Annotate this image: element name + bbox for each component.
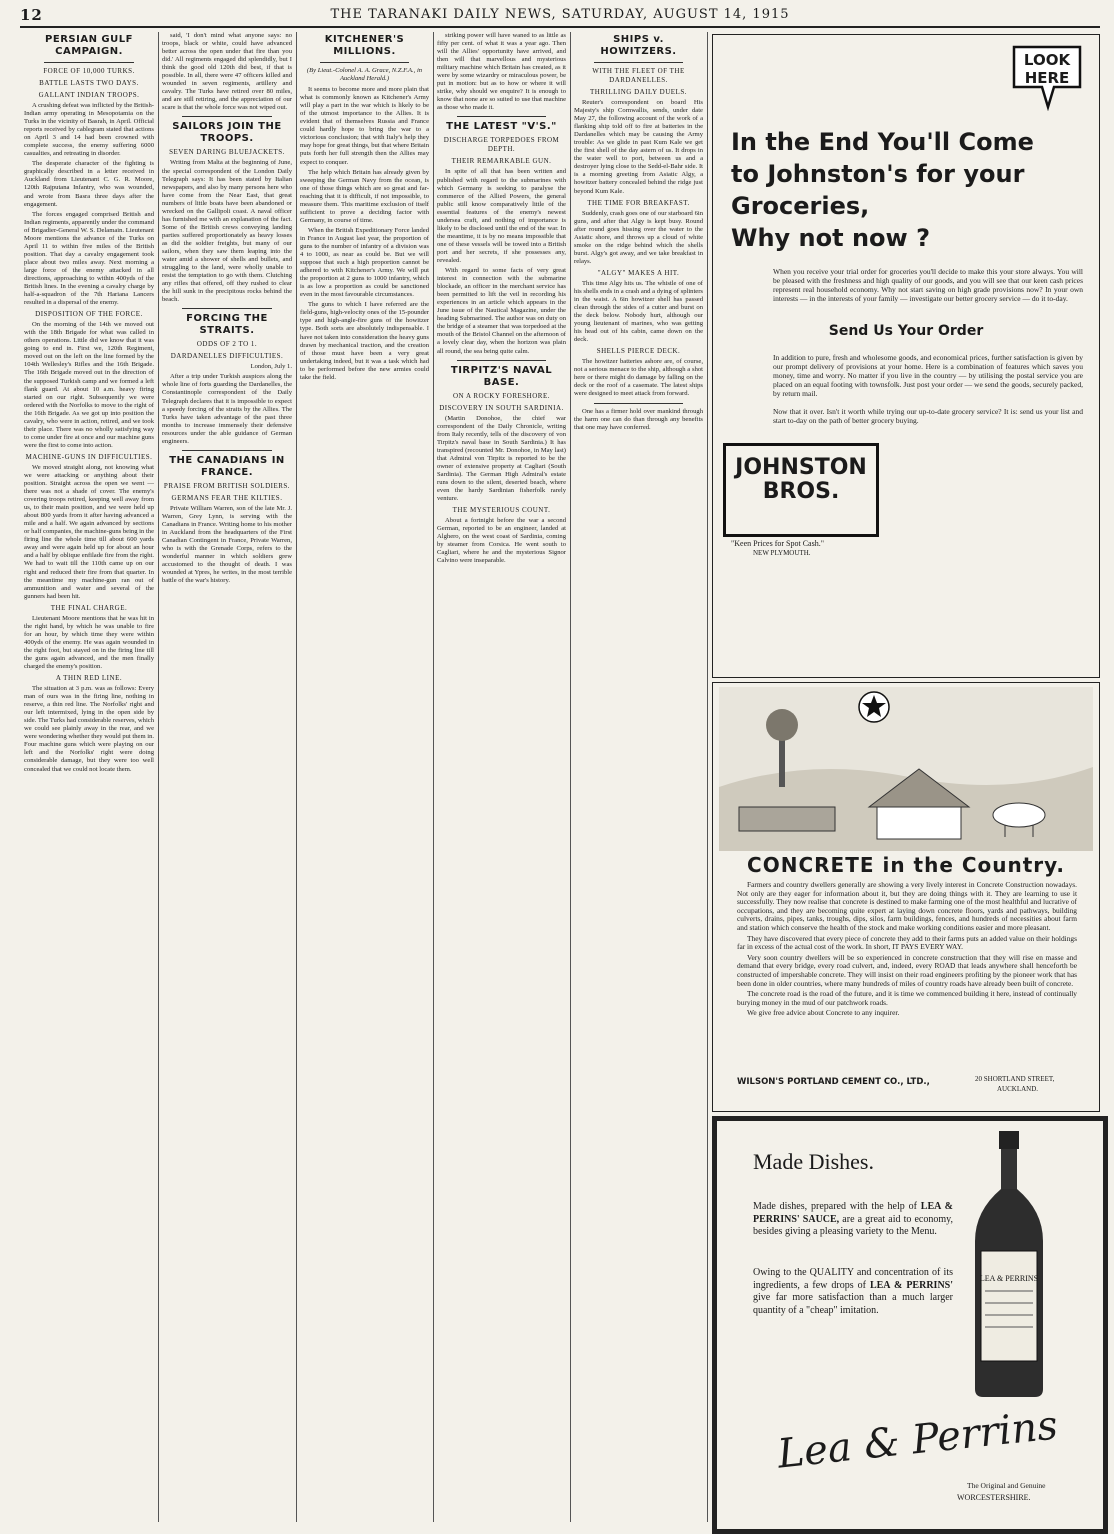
concrete-paragraph: We give free advice about Concrete to any inquirer. [747, 1008, 900, 1018]
trough [739, 807, 835, 831]
article-paragraph: Writing from Malta at the beginning of June, the special correspondent of the London Daily Telegraph says: It has been stated by Italian newspapers, and also by many persons here who have come from the Near East, that great numbers of little boats have been abandoned or wrecked on the Gallipoli coast. A naval officer has furnished me with an explanation of the fact. Some of the British crews conveying landing parties suffered proportionately as heavy losses as did the soldier freights, but many of our sailors, when they saw them leaping into the water amid a shower of shells and bullets, and struggling to the land, were wholly unable to resist the temptation to go with them. Clutching any rifles that offered, off they rushed to clear the hill sunk in the precipitous rocks behind the beach. [162, 159, 292, 304]
article-paragraph: On the morning of the 14th we moved out with the 18th Brigade for what was called in others operations. Little did we know that it was going to end in. First we, 120th Regiment, moved out on the left on the line formed by the 104th Wellesley's Rifles and the 16th Brigade. The 16th Brigade moved out in the direction of the supposed Turkish camp and we formed a left flank guard. At about 10 a.m. heavy firing started on our right. Subsequently we were ordered with the Norfolks to move to the right of the 16th Brigade. As we got up into position the cavalry, who were in action, retired, and we took their place. There was no wholly satisfying way to come under fire at once and our machine guns were the first to come into action. [24, 321, 154, 449]
subhead: GALLANT INDIAN TROOPS. [38, 91, 140, 99]
divider [457, 116, 546, 117]
ad-paragraph: Now that it over. Isn't it worth while trying our up-to-date grocery service? It is: send us your list and start to-day on the path of better grocery buying. [773, 407, 1083, 425]
headline-forcing-straits: FORCING THE STRAITS. [186, 313, 268, 337]
divider [182, 308, 272, 309]
headline-ships-howitzers: SHIPS v. HOWITZERS. [600, 34, 677, 57]
cow [993, 803, 1045, 827]
concrete-paragraph: Very soon country dwellers will be so experienced in concrete construction that they will rise en masse and demand that every bridge, every road culvert, and, indeed, every ROAD that leads anywhere shall henceforth be constructed of impershable concrete. They will insist on their road engineers profiting by the pioneer work that has been done in older countries, where many hundreds of miles of country roads have already been built of concrete. [737, 952, 1077, 988]
headline-latest-vs: THE LATEST "V'S." [446, 121, 557, 133]
subhead: MACHINE-GUNS IN DIFFICULTIES. [25, 452, 153, 461]
brand-name: LEA & PERRINS' SAUCE, [753, 1201, 953, 1225]
article-paragraph: Reuter's correspondent on board His Majesty's ship Cornwallis, sends, under date May 27, the following account of the work of a flanking ship told off to fire at batteries in the Dardanelles which may be causing the Army trouble: As we glide in past Kum Kale we get the first shell of the day astern of us. It drops in the water well to port, between us and a destroyer lying close to the Sedd-el-Bahr side. It is a morning greeting from Asiatic Algy, a howitzer battery concealed behind the ridge just beyond Kum Kale. [574, 99, 703, 195]
headline-tirpitz: TIRPITZ'S NAVAL BASE. [450, 364, 553, 388]
subhead: PRAISE FROM BRITISH SOLDIERS. [163, 481, 291, 490]
byline: (By Lieut.-Colonel A. A. Grace, N.Z.F.A., in Auckland Herald.) [306, 67, 423, 83]
lea-paragraph-2 [753, 1267, 953, 1317]
look-here-badge [1008, 43, 1086, 111]
firm-address-2: AUCKLAND. [997, 1085, 1039, 1093]
article-paragraph: The guns to which I have referred are the field-guns, high-velocity ones of the 15-pounder type and high-angle-fire guns of the howitzer type. Both sorts are absolutely indispensable. I have not taken into consideration the heavy guns drawn by mechanical traction, and the creation of those must have been a very great undertaking indeed, but it was a task which had to be performed before the new armies could take the field. [300, 301, 429, 381]
article-paragraph: The howitzer batteries ashore are, of course, not a serious menace to the ship, although a shot here or there might do damage by falling on the deck or the roof of a casemate. The latest ships were designed to meet attack from forward. [574, 358, 703, 398]
subhead: DISCHARGE TORPEDOES FROM DEPTH. [443, 136, 560, 154]
firm-address-1: 20 SHORTLAND STREET, [975, 1075, 1055, 1083]
column-rule [707, 32, 708, 1522]
made-dishes-title: Made Dishes. [753, 1149, 874, 1174]
newspaper-title: THE TARANAKI DAILY NEWS, SATURDAY, AUGUST 14, 1915 [330, 7, 790, 22]
lea-text: Made dishes, prepared with the help of [753, 1201, 921, 1212]
concrete-body [737, 881, 1077, 1020]
subhead: THE FINAL CHARGE. [50, 603, 128, 612]
article-paragraph: The forces engaged comprised British and Indian regiments, apparently under the command of Brigadier-General W. S. Delamain. Lieutenant Moore mentions the advance of the Turks on April 11 to within five miles of the British position. That day a cavalry engagement took place about two miles away. Next morning a large force of the enemy attacked in all directions, approaching to within 400yds of the British lines. In the evening a cavalry charge by half-a-squadron of the 7th Hariana Lancers resulted in a dispersal of the enemy. [24, 210, 154, 307]
badge-here: HERE [1024, 69, 1070, 87]
article-paragraph: It seems to become more and more plain that what is commonly known as Kitchener's Army will play a part in the war which is likely to be of the utmost importance to the Allies. It is evident that of themselves Russia and France could hardly hope to bring the war to a victorious conclusion; that with Italy's help they may hope for great things, but that where Britain puts forth her full strength then the Allies may expect to conquer. [300, 86, 429, 166]
slogan: "Keen Prices for Spot Cash." [731, 539, 824, 548]
article-paragraph: (Martin Donohoe, the chief war correspondent of the Daily Chronicle, writing from Italy recently, tells of the discovery of von Tirpitz's naval base in South Sardinia.) It has transpired (recounted Mr. Donohoe, in May last) that Admiral von Tirpitz is reported to be the owner of extensive property at Cagliari (South Sardinia). The German High Admiral's estate runs down to the silent, deserted beach, where even the hardy Sardinian fisherfolk rarely venture. [437, 414, 566, 503]
subhead: SHELLS PIERCE DECK. [596, 347, 681, 356]
dateline: London, July 1. [250, 363, 292, 371]
subhead: THE MYSTERIOUS COUNT. [452, 506, 551, 515]
subhead: DISPOSITION OF THE FORCE. [35, 310, 143, 319]
article-paragraph: With regard to some facts of very great interest in connection with the submarine blockade, an officer in the merchant service has been permitted to lift the veil in recording his experiences in an article which appears in the June issue of the Nautical Magazine, under the heading Submarined. The author was on duty on the bridge of a steamer that was torpedoed at the mouth of the Bristol Channel on the afternoon of a lovely clear day, when the horizon was plain all round, the sea being quite calm. [437, 267, 566, 355]
subhead: WITH THE FLEET OF THE DARDANELLES. [592, 67, 685, 84]
column-rule [570, 32, 571, 1522]
ad-headline-line-3: Groceries, [731, 192, 870, 220]
headline-sailors: SAILORS JOIN THE TROOPS. [172, 121, 282, 145]
article-paragraph: The desperate character of the fighting is graphically described in a letter received in Auckland from Lieutenant C. G. R. Moore, 120th Rajputana Infantry, who was wounded, and wrote from Basra three days after the engagement. [24, 160, 154, 208]
article-paragraph: After a trip under Turkish auspices along the whole line of forts guarding the Dardanelles, the Constantinople correspondent of the Daily Telegraph declares that it is impossible to expect a speedy forcing of the straits by the Allies. The Turks have taken advantage of the past three months to increase immensely their defensive resources under the able guidance of German engineers. [162, 373, 292, 445]
subhead: GERMANS FEAR THE KILTIES. [171, 493, 283, 502]
lea-footer-1: The Original and Genuine [967, 1481, 1046, 1490]
send-order-heading: Send Us Your Order [828, 323, 984, 339]
lea-footer-2: WORCESTERSHIRE. [957, 1493, 1031, 1502]
ad-concrete [712, 682, 1100, 1112]
subhead: BATTLE LASTS TWO DAYS. [39, 79, 139, 87]
johnston-logo [723, 443, 879, 537]
divider [44, 62, 134, 63]
logo-line-2: BROS. [762, 479, 840, 504]
ad-paragraph: When you receive your trial order for groceries you'll decide to make this your store always. You will be pleased with the freshness and high quality of our goods, and you will see that our keen cash prices represent real household economy. Why not start saving on high grade provisions now? In your own interests — in the interests of your family — investigate our better grocery service — do it to-day. [773, 267, 1083, 303]
ad-paragraph: In addition to pure, fresh and wholesome goods, and economical prices, further satisfaction is given by our prompt delivery of provisions at your home. Here is a combination of features which saves you money, time and worry. No matter if you live in the country — by utilising the postal service you are placed on an equal footing with townsfolk. Just post your order — we send the goods, securely packed, by return mail. [773, 353, 1083, 398]
subhead: FORCE OF 10,000 TURKS. [43, 67, 135, 75]
article-paragraph: Private William Warren, son of the late Mr. J. Warren, Grey Lynn, is serving with the Canadians in France. Writing home to his mother in Auckland from the headquarters of the First Canadian Contingent in France, Private Warren, who is with the Grenade Corps, refers to the wonderful manner in which soldiers grew accustomed to the thought of death. I was wounded at Ypres, he writes, in the most terrible battle of the war's history. [162, 504, 292, 585]
article-paragraph: The situation at 3 p.m. was as follows: Every man of ours was in the firing line, nothing in reserve, a thin red line. The Norfolks' right and our left intermixed, lying in the open side by side. The Turks had considerable reserves, which we could see plainly away in the rear, and we were wondering whether they would put them in. Four machine guns which were playing on our left and the Norfolks' right were doing considerable damage, but they were too well concealed that we could not locate them. [24, 685, 154, 773]
headline-kitcheners-millions: KITCHENER'S MILLIONS. [324, 34, 405, 57]
concrete-paragraph: They have discovered that every piece of concrete they add to their farms puts an added value on their holdings far in excess of the actual cost of the work. In short, IT PAYS EVERY WAY. [737, 933, 1077, 952]
article-paragraph: Lieutenant Moore mentions that he was hit in the right hand, by which he was unable to fire for an hour, by which time they were within 400yds of the enemy. He was again wounded in the right foot, but stayed on in the firing line till the guns again advanced, and the men finally charged the enemy's position. [24, 614, 154, 670]
column-4 [437, 32, 566, 1522]
column-5 [574, 32, 703, 1522]
ad-headline-line-1: In the End You'll Come [731, 128, 1034, 156]
lea-paragraph-1 [753, 1201, 953, 1239]
lea-text: give far more satisfaction than a much larger quantity of a "cheap" imitation. [753, 1292, 953, 1316]
article-paragraph: This time Algy hits us. The whistle of one of his shells ends in a crash and a dying of splinters in the waist. A 6in howitzer shell has passed clean through the sides of a cutter and burst on the deck below. Nobody hurt, although our young lieutenant of marines, who was getting his head out of his cabin, came down on the deck. [574, 279, 703, 344]
ad-headline-line-4: Why not now ? [731, 224, 930, 252]
headline-persian-gulf: PERSIAN GULF CAMPAIGN. [45, 34, 133, 57]
article-paragraph: The help which Britain has already given by sweeping the German Navy from the ocean, is one of those things which are so great and far-reaching that it is difficult, if not impossible, to measure them. This maritime exclusion of itself sufficient to prove a deciding factor with Germany, in course of time. [300, 168, 429, 224]
lea-text: Owing to the QUALITY and concentration of its ingredients, a few drops of [753, 1267, 953, 1291]
subhead: THRILLING DAILY DUELS. [590, 88, 687, 96]
column-2 [162, 32, 292, 1522]
divider [320, 62, 409, 63]
article-paragraph: When the British Expeditionary Force landed in France in August last year, the proportion of guns to the number of infantry of a division was 4 to 1000, as near as could be. But we will suppose that such a high proportion cannot be adhered to with Kitchener's Army. We will put the proportion at 2 guns to 1000 infantry, which is as low a proportion as could be sanctioned even in the most favourable circumstances. [300, 226, 429, 299]
lea-text: are a great aid to economy, besides giving a pleasing variety to the Menu. [753, 1213, 953, 1237]
concrete-paragraph: The concrete road is the road of the future, and it is time we commenced building it here, instead of continually burying money in the mud of our patchwork roads. [737, 989, 1077, 1007]
logo-line-1: JOHNSTON [735, 455, 867, 480]
subhead: DISCOVERY IN SOUTH SARDINIA. [439, 403, 564, 412]
subhead: SEVEN DARING BLUEJACKETS. [169, 148, 285, 157]
column-1 [24, 32, 154, 1522]
headline-canadians: THE CANADIANS IN FRANCE. [169, 454, 285, 478]
farm-illustration [719, 687, 1093, 851]
page-number: 12 [20, 6, 43, 24]
masthead [20, 6, 1100, 28]
filler-paragraph: One has a firmer hold over mankind through the harm one can do than through any benefits that one may have conferred. [574, 407, 703, 431]
article-paragraph: In spite of all that has been written and published with regard to the submarines with which Germany is seeking to paralyse the commerce of the Allied Powers, the general public still know comparatively little of the essential features of the enemy's newest undersea craft, and nothing of importance is likely to be disclosed until the end of the war. In the meantime, it is by no means impossible that one of these vessels will be towed into a British port and her secrets, if she possesses any, revealed. [437, 168, 566, 264]
article-paragraph: striking power will have waned to as little as fifty per cent. of what it was a year ago. Then will the Allies' opportunity have arrived, and then will that marvellous and mysterious military machine which Britain has created, as it were by some wizardry or miraculous power, be put in motion: but as to how or where it will strike, why should we enquire? It is enough to know that none are so suited to use that machine as those who made it. [437, 32, 566, 112]
subhead: THE TIME FOR BREAKFAST. [587, 198, 690, 207]
column-3 [300, 32, 429, 1522]
divider [182, 116, 272, 117]
ad-johnston-bros [712, 34, 1100, 678]
concrete-paragraph: Farmers and country dwellers generally are showing a very lively interest in Concrete Construction nowadays. Not only are they eager for information about it, but they are doing things with it. They are learning to use it successfully. They now realise that concrete is destined to make farming one of the most healthful and lucrative of occupations, and they are becoming quite expert at laying down concrete floors, yards and pathways, building culverts, drains, pipes, tanks, troughs, dips, silos, farm buildings, fences, and hundreds of necessities about farm and station which conserve the health of the stock and make working conditions easier and more pleasant. [737, 880, 1077, 932]
column-rule [158, 32, 159, 1522]
divider [594, 62, 683, 63]
sauce-bottle [961, 1131, 1057, 1401]
firm-name: WILSON'S PORTLAND CEMENT CO., LTD., [737, 1077, 930, 1087]
concrete-title: CONCRETE in the Country. [747, 853, 1065, 877]
subhead: ODDS OF 2 TO 1. [196, 340, 258, 349]
article-paragraph: said, 'I don't mind what anyone says: no troops, black or white, could have advanced better across the open under that fire than you did.' All regiments engaged did splendidly, but I think the good old 120th did best, if that is possible. In all, there were 47 officers killed and wounded in seven regiments, artillery and cavalry. The Turks have retired over 80 miles, and are still retiring, and the appreciation of our scare is that the whole force was not wiped out. [162, 32, 292, 112]
article-paragraph: A crushing defeat was inflicted by the British-Indian army operating in Mesopotamia on the Turks in the vicinity of Basrah, in April. Official reports received by cablegram stated that actions on April 3 and 14 had been crowned with complete success, the enemy suffering 6000 casualties, and retreating in disorder. [24, 102, 154, 158]
article-paragraph: About a fortnight before the war a second German, reported to be an engineer, landed at Alghero, on the west coast of Sardinia, coming by steamer from Corsica. He went south to Cagliari, where he and the mysterious Signor Calvino were inseparable. [437, 517, 566, 565]
divider [594, 403, 683, 404]
badge-look: LOOK [1023, 51, 1071, 69]
subhead: THEIR REMARKABLE GUN. [451, 157, 552, 166]
subhead: DARDANELLES DIFFICULTIES. [170, 352, 284, 361]
article-paragraph: We moved straight along, not knowing what we were attacking or anything about their position. Straight across the open we went — there was not a shade of cover. The enemy's covering troops retired, keeping well away from us, to their main position, and we were held up about 800 yards from it after having advanced a mile and a half. We again advanced by sections or half companies, the machine-guns being in the firing line the whole time till about 600 yards away and were again held up for about an hour and a half by oblique enfilade fire from the right. We had to wait till the 110th came up on our right and reduced their fire from that quarter. In the meantime my machine-gun ran out of ammunition and water and several of the gunners had been hit. [24, 463, 154, 600]
bottle-label: LEA & PERRINS [979, 1274, 1039, 1283]
ad-lea-perrins [712, 1116, 1108, 1534]
brand-name: LEA & PERRINS' [869, 1279, 954, 1291]
subhead: ON A ROCKY FORESHORE. [453, 391, 550, 400]
lea-perrins-signature: Lea & Perrins [775, 1402, 1060, 1478]
subhead: "ALGY" MAKES A HIT. [597, 268, 680, 277]
farmhouse [877, 807, 961, 839]
article-paragraph: Suddenly, crash goes one of our starboard 6in guns, and after that Algy is kept busy. Round after round goes hissing over the water to the Asiatic shore, and throws up a cloud of white smoke on the ridge behind which the shells burst. Algy's got away, and we take breakfast in relays. [574, 209, 703, 265]
ad-headline-line-2: to Johnston's for your [731, 160, 1025, 188]
column-rule [296, 32, 297, 1522]
divider [457, 360, 546, 361]
town: NEW PLYMOUTH. [753, 549, 811, 557]
subhead: A THIN RED LINE. [55, 674, 123, 683]
divider [182, 450, 272, 451]
column-rule [433, 32, 434, 1522]
